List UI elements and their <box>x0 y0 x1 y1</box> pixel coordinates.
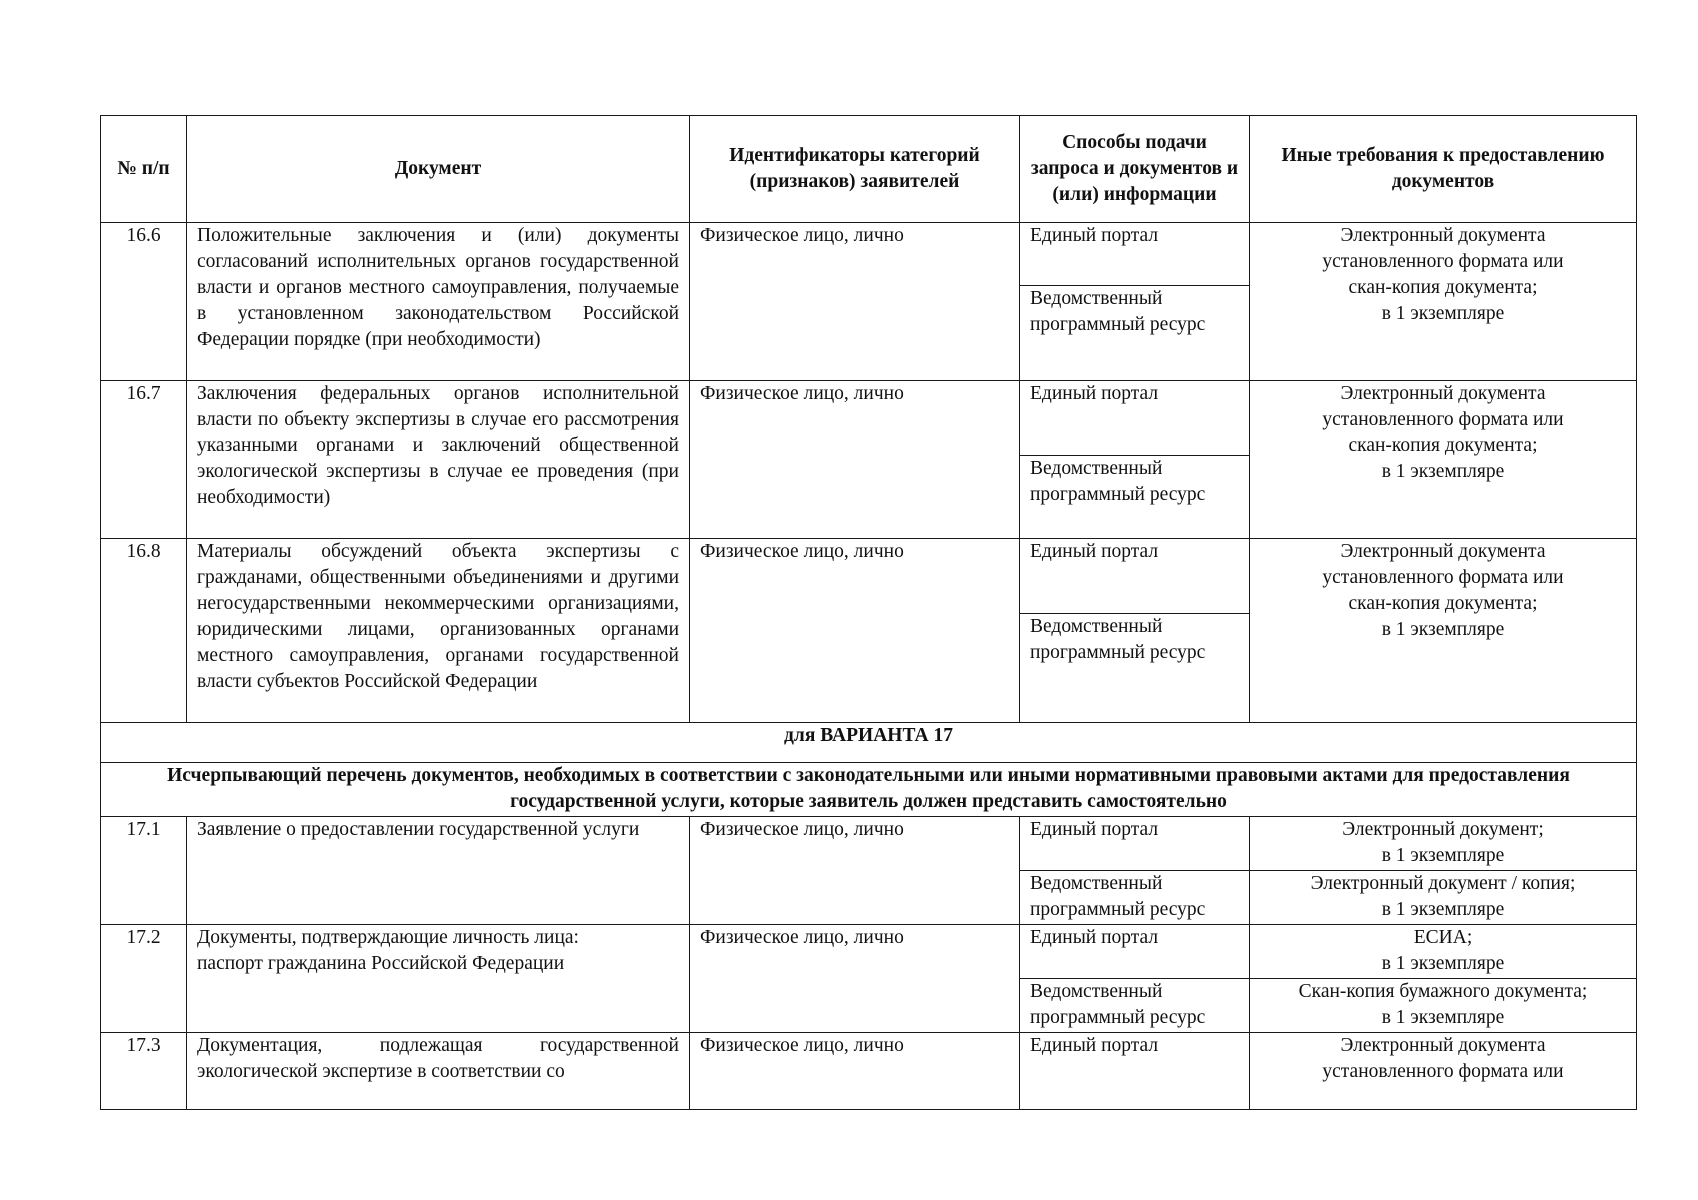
variant-row <box>101 723 1637 763</box>
row-document: Заключения федеральных органов исполнительной власти по объекту экспертизы в случае его рассмотрения указанными органами и заключений общественной экологической экспертизы в случае ее проведения (при необходимости) <box>187 381 690 539</box>
table-row <box>101 817 1637 871</box>
header-identifiers: Идентификаторы категорий (признаков) заявителей <box>690 116 1020 223</box>
table-row <box>101 381 1637 456</box>
row-method-resource: Ведомственный программный ресурс <box>1020 979 1250 1033</box>
row-num: 17.3 <box>101 1033 187 1110</box>
table-row <box>101 223 1637 286</box>
header-methods: Способы подачи запроса и документов и (или) информации <box>1020 116 1250 223</box>
row-document: Заявление о предоставлении государственной услуги <box>187 817 690 925</box>
row-requirement: Электронный документа установленного формата или <box>1250 1033 1637 1110</box>
row-requirement-portal: ЕСИА; в 1 экземпляре <box>1250 925 1637 979</box>
row-identifier: Физическое лицо, лично <box>690 925 1020 1033</box>
row-identifier: Физическое лицо, лично <box>690 1033 1020 1110</box>
row-method-resource: Ведомственный программный ресурс <box>1020 871 1250 925</box>
row-requirement-portal: Электронный документ; в 1 экземпляре <box>1250 817 1637 871</box>
row-num: 16.8 <box>101 539 187 723</box>
row-document: Положительные заключения и (или) документы согласований исполнительных органов государственной власти и органов местного самоуправления, получаемые в установленном законодательством Российской Федерации порядке (при необходимости) <box>187 223 690 381</box>
documents-table <box>100 115 1637 1110</box>
table-row <box>101 539 1637 614</box>
table-header-row <box>101 116 1637 223</box>
row-method-portal: Единый портал <box>1020 223 1250 286</box>
row-method-resource: Ведомственный программный ресурс <box>1020 286 1250 381</box>
row-method-resource: Ведомственный программный ресурс <box>1020 456 1250 539</box>
row-method-portal: Единый портал <box>1020 817 1250 871</box>
row-requirement: Электронный документа установленного формата или скан-копия документа; в 1 экземпляре <box>1250 539 1637 723</box>
list-heading-row <box>101 763 1637 817</box>
row-method-portal: Единый портал <box>1020 925 1250 979</box>
header-num: № п/п <box>101 116 187 223</box>
row-identifier: Физическое лицо, лично <box>690 539 1020 723</box>
row-method-portal: Единый портал <box>1020 1033 1250 1110</box>
row-num: 16.6 <box>101 223 187 381</box>
variant-label: для ВАРИАНТА 17 <box>101 723 1637 763</box>
row-document: Документы, подтверждающие личность лица: паспорт гражданина Российской Федерации <box>187 925 690 1033</box>
row-identifier: Физическое лицо, лично <box>690 223 1020 381</box>
list-heading: Исчерпывающий перечень документов, необходимых в соответствии с законодательными или иными нормативными правовыми актами для предоставления государственной услуги, которые заявитель должен представить самостоятельно <box>101 763 1637 817</box>
header-requirements: Иные требования к предоставлению документов <box>1250 116 1637 223</box>
row-method-portal: Единый портал <box>1020 381 1250 456</box>
row-document: Материалы обсуждений объекта экспертизы с гражданами, общественными объединениями и другими негосударственными некоммерческими организациями, юридическими лицами, организованных органами местного самоуправления, органами государственной власти субъектов Российской Федерации <box>187 539 690 723</box>
table-row <box>101 925 1637 979</box>
row-num: 16.7 <box>101 381 187 539</box>
header-document: Документ <box>187 116 690 223</box>
row-document: Документация, подлежащая государственной экологической экспертизе в соответствии со <box>187 1033 690 1110</box>
table-row <box>101 1033 1637 1110</box>
row-num: 17.2 <box>101 925 187 1033</box>
row-requirement-resource: Электронный документ / копия; в 1 экземпляре <box>1250 871 1637 925</box>
row-identifier: Физическое лицо, лично <box>690 817 1020 925</box>
row-identifier: Физическое лицо, лично <box>690 381 1020 539</box>
row-num: 17.1 <box>101 817 187 925</box>
row-requirement: Электронный документа установленного формата или скан-копия документа; в 1 экземпляре <box>1250 223 1637 381</box>
row-method-resource: Ведомственный программный ресурс <box>1020 614 1250 723</box>
row-requirement: Электронный документа установленного формата или скан-копия документа; в 1 экземпляре <box>1250 381 1637 539</box>
row-requirement-resource: Скан-копия бумажного документа; в 1 экземпляре <box>1250 979 1637 1033</box>
row-method-portal: Единый портал <box>1020 539 1250 614</box>
